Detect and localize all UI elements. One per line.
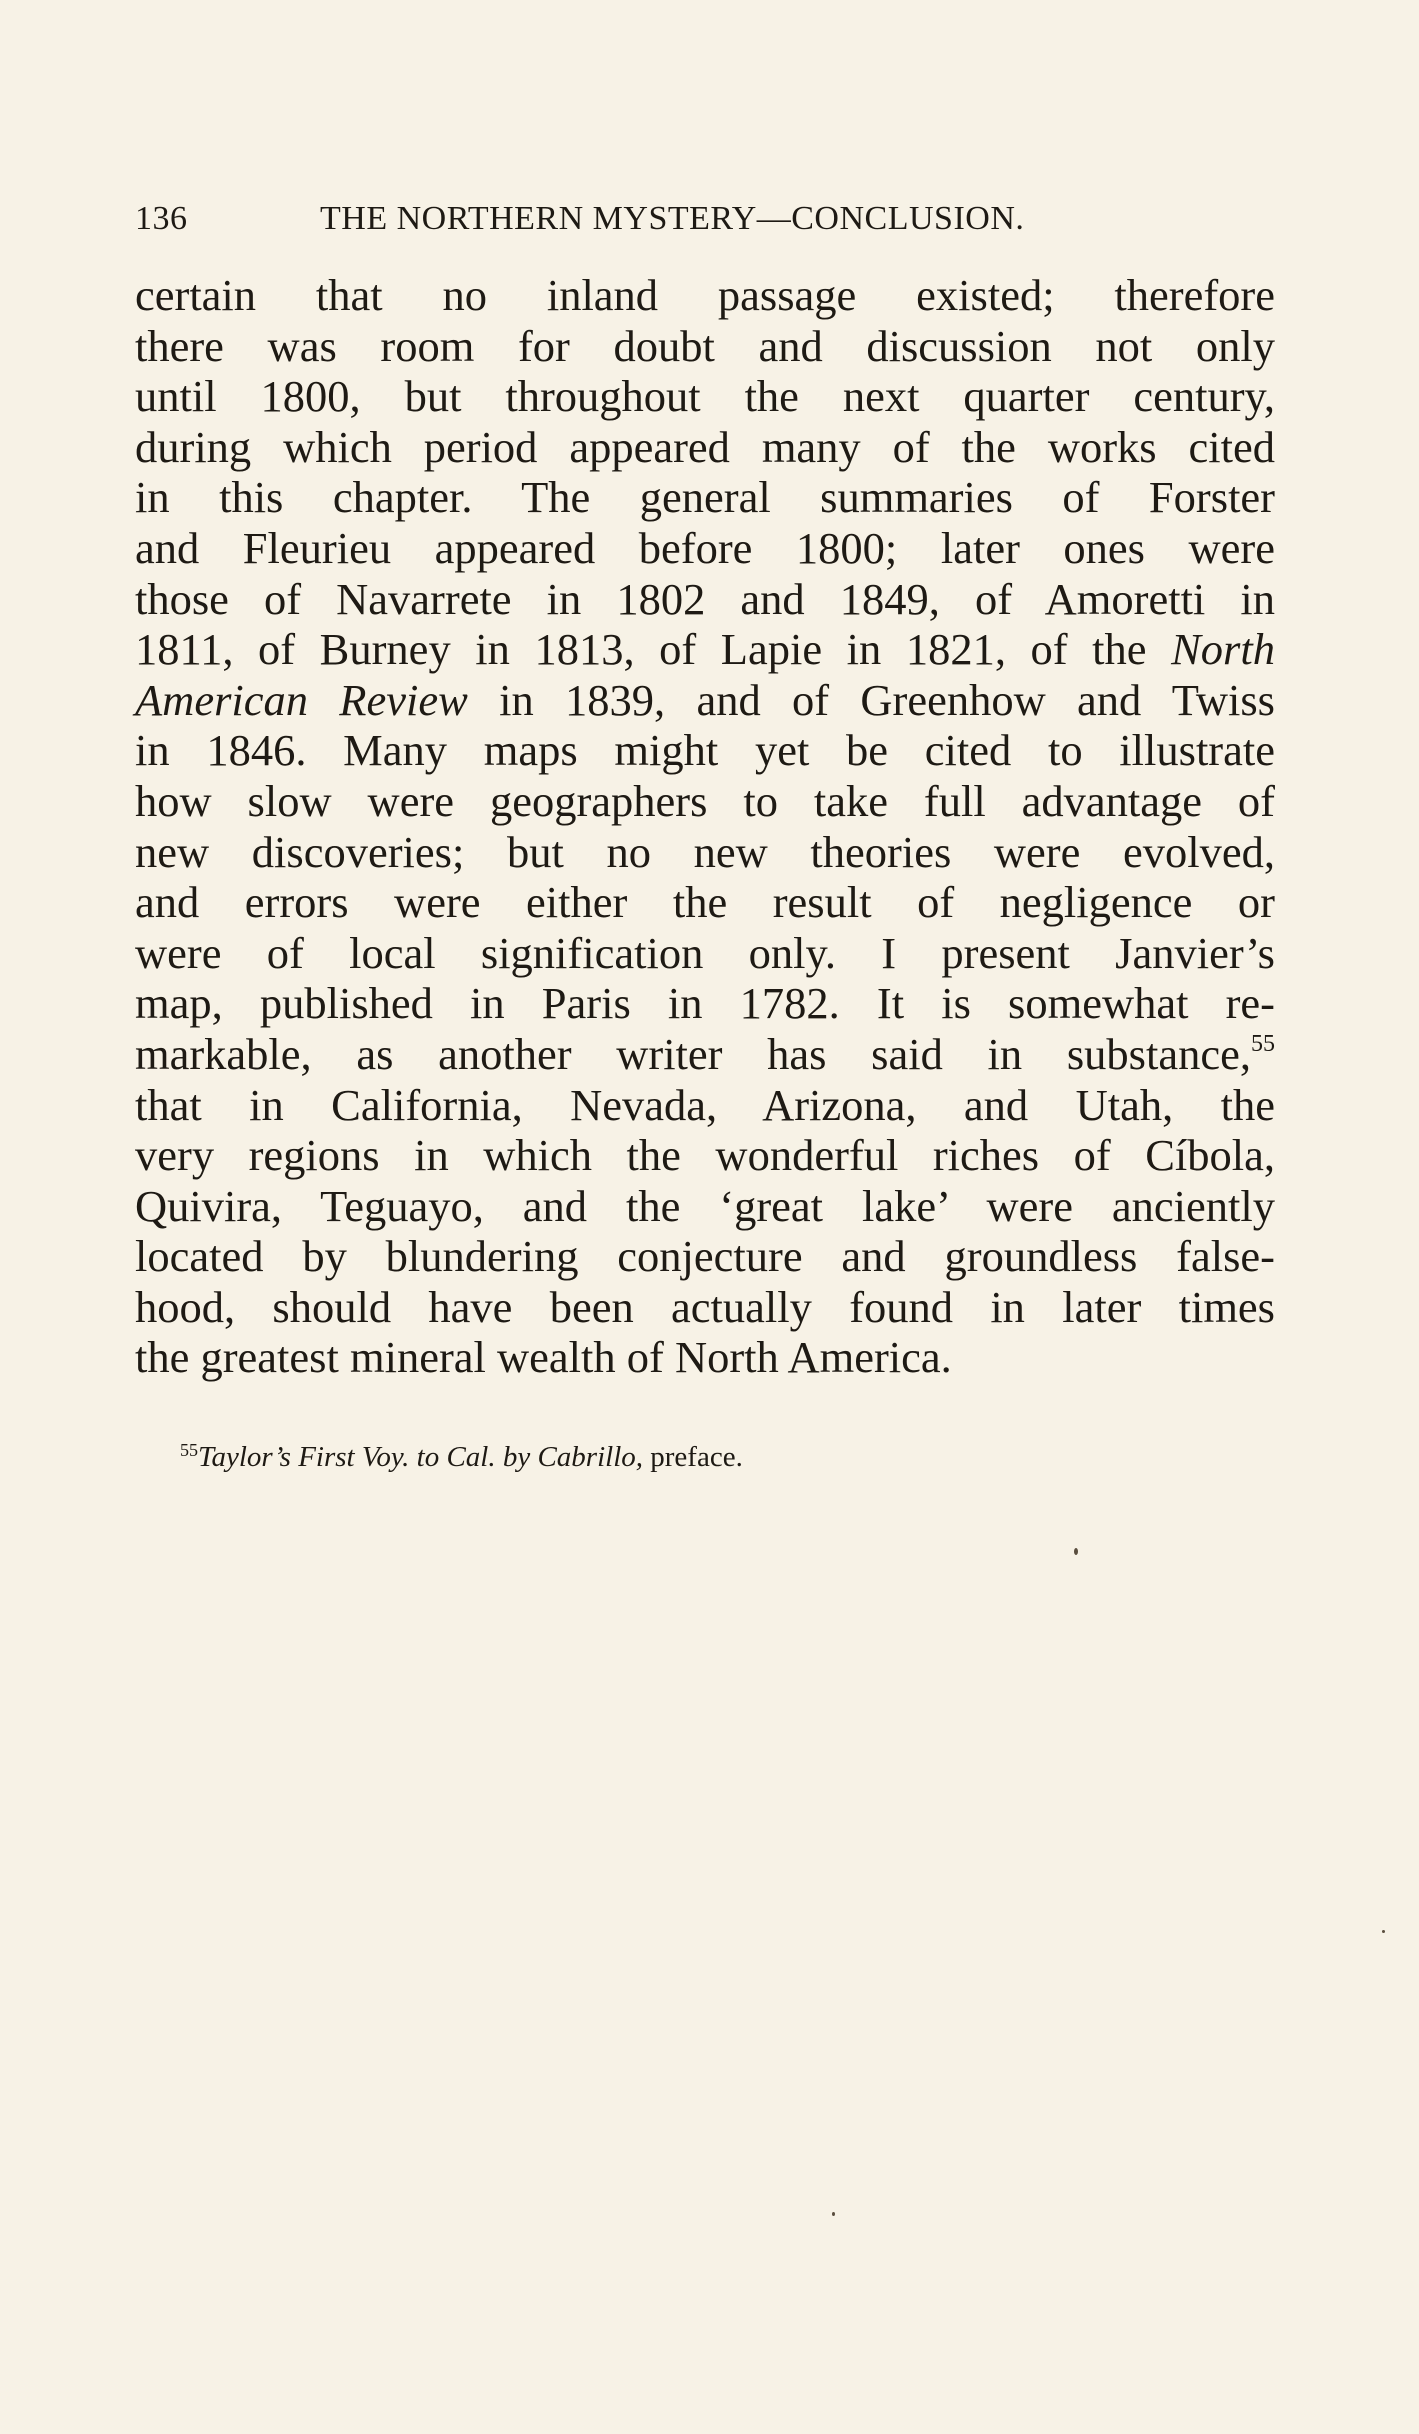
text-run: in 1839, and of Greenhow and Twiss	[467, 674, 1276, 725]
text-line: there was room for doubt and discussion not only	[135, 320, 1275, 371]
footnote-marker: 55	[180, 1440, 198, 1460]
footnote	[180, 1440, 743, 1474]
text-line: those of Navarrete in 1802 and 1849, of Amoretti in	[135, 573, 1275, 624]
italic-title: North	[1171, 624, 1275, 675]
text-line: and errors were either the result of negligence or	[135, 877, 1275, 928]
text-line	[135, 624, 1275, 675]
text-line: how slow were geographers to take full advantage of	[135, 775, 1275, 826]
italic-title: American Review	[135, 674, 468, 725]
text-line: located by blundering conjecture and groundless false-	[135, 1231, 1275, 1282]
text-line: hood, should have been actually found in later times	[135, 1281, 1275, 1332]
text-line: map, published in Paris in 1782. It is somewhat re-	[135, 978, 1275, 1029]
text-line: new discoveries; but no new theories were evolved,	[135, 826, 1275, 877]
body-text	[135, 270, 1275, 1383]
text-line: in this chapter. The general summaries of Forster	[135, 472, 1275, 523]
print-speck	[832, 2212, 835, 2216]
text-line: very regions in which the wonderful riches of Cíbola,	[135, 1130, 1275, 1181]
text-run: 1811, of Burney in 1813, of Lapie in 1821, of the	[135, 624, 1172, 675]
page-number: 136	[135, 200, 188, 237]
text-line: and Fleurieu appeared before 1800; later ones were	[135, 522, 1275, 573]
text-line	[135, 675, 1275, 726]
text-line: in 1846. Many maps might yet be cited to illustrate	[135, 725, 1275, 776]
text-line: during which period appeared many of the works cited	[135, 421, 1275, 472]
print-speck	[1382, 1930, 1385, 1933]
footnote-suffix: preface.	[643, 1441, 743, 1473]
running-title: THE NORTHERN MYSTERY—CONCLUSION.	[320, 200, 1025, 237]
footnote-citation: Taylor’s First Voy. to Cal. by Cabrillo,	[198, 1441, 644, 1473]
print-speck	[1074, 1548, 1078, 1555]
running-head	[135, 200, 1275, 244]
footnote-reference[interactable]: 55	[1251, 1030, 1275, 1057]
text-line: the greatest mineral wealth of North America.	[135, 1332, 952, 1383]
text-line: certain that no inland passage existed; therefore	[135, 270, 1275, 320]
text-line: that in California, Nevada, Arizona, and Utah, the	[135, 1079, 1275, 1130]
text-line: until 1800, but throughout the next quarter century,	[135, 371, 1275, 422]
text-line	[135, 1029, 1275, 1080]
text-line: were of local signification only. I present Janvier’s	[135, 927, 1275, 978]
text-run: markable, as another writer has said in substance,	[135, 1028, 1251, 1079]
text-line: Quivira, Teguayo, and the ‘great lake’ were anciently	[135, 1180, 1275, 1231]
